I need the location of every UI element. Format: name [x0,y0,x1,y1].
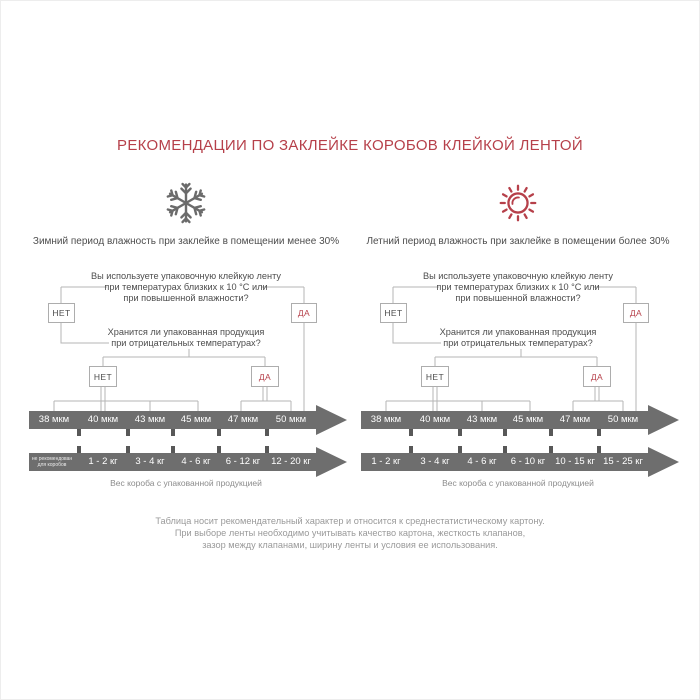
period-label: Зимний период влажность при заклейке в помещении менее 30% [32,236,340,247]
thickness-label: 47 мкм [559,414,591,425]
question-line: Хранится ли упакованная продукция [107,327,265,337]
question-line: при температурах близких к 10 °С или [436,282,600,292]
question-line: при повышенной влажности? [123,293,249,303]
thickness-label: 38 мкм [370,414,402,425]
weight-label: 4 - 6 кг [467,456,497,467]
not-recommended-note [25,453,79,471]
segment-ticks [77,429,269,453]
yes-box-2: ДА [251,366,279,387]
thickness-label: 45 мкм [180,414,212,425]
question-line: при отрицательных температурах? [111,338,261,348]
no-box-1: НЕТ [380,303,407,323]
winter-flowchart [21,263,351,495]
disclaimer [1,515,699,551]
question-line: Хранится ли упакованная продукция [439,327,597,337]
period-label: Летний период влажность при заклейке в помещении более 30% [366,236,670,247]
weight-label: 10 - 15 кг [555,456,595,467]
thickness-label: 50 мкм [607,414,639,425]
weight-label: 1 - 2 кг [88,456,118,467]
disclaimer-line: зазор между клапанами, ширину ленты и условия ее использования. [202,540,498,550]
weight-axis-caption: Вес короба с упакованной продукцией [442,478,594,488]
note-line: для коробов [37,462,67,468]
question-2 [353,327,683,349]
connector-lines [386,287,636,411]
thickness-label: 47 мкм [227,414,259,425]
thickness-label: 45 мкм [512,414,544,425]
question-1 [21,271,351,304]
note-line: не рекомендован [31,456,73,462]
sun-icon [353,180,683,226]
thickness-label: 43 мкм [466,414,498,425]
weight-label: 6 - 12 кг [225,456,261,467]
no-box-1: НЕТ [48,303,75,323]
weight-label: 6 - 10 кг [510,456,546,467]
thickness-label: 50 мкм [275,414,307,425]
segment-ticks [409,429,601,453]
thickness-label: 43 мкм [134,414,166,425]
no-box-2: НЕТ [89,366,117,387]
question-line: при отрицательных температурах? [443,338,593,348]
question-2 [21,327,351,349]
summer-panel [353,1,683,501]
thickness-label: 40 мкм [419,414,451,425]
weight-label: 3 - 4 кг [135,456,165,467]
winter-panel [21,1,351,501]
page-title: РЕКОМЕНДАЦИИ ПО ЗАКЛЕЙКЕ КОРОБОВ КЛЕЙКОЙ ЛЕНТОЙ [117,137,583,154]
weight-label: 4 - 6 кг [181,456,211,467]
question-line: при температурах близких к 10 °С или [104,282,268,292]
weight-label: 15 - 25 кг [603,456,643,467]
yes-box-1: ДА [623,303,649,323]
question-line: Вы используете упаковочную клейкую ленту [90,271,282,281]
weight-label: 1 - 2 кг [371,456,401,467]
thickness-label: 40 мкм [87,414,119,425]
weight-axis-caption: Вес короба с упакованной продукцией [110,478,262,488]
connector-lines [54,287,304,411]
disclaimer-line: При выборе ленты необходимо учитывать качество картона, жесткость клапанов, [174,528,526,538]
snowflake-icon [21,180,351,226]
summer-flowchart [353,263,683,495]
thickness-label: 38 мкм [38,414,70,425]
no-box-2: НЕТ [421,366,449,387]
question-line: Вы используете упаковочную клейкую ленту [422,271,614,281]
yes-box-1: ДА [291,303,317,323]
yes-box-2: ДА [583,366,611,387]
question-line: при повышенной влажности? [455,293,581,303]
question-1 [353,271,683,304]
weight-label: 12 - 20 кг [271,456,311,467]
disclaimer-line: Таблица носит рекомендательный характер и относится к среднестатистическому картону. [155,516,545,526]
weight-label: 3 - 4 кг [420,456,450,467]
